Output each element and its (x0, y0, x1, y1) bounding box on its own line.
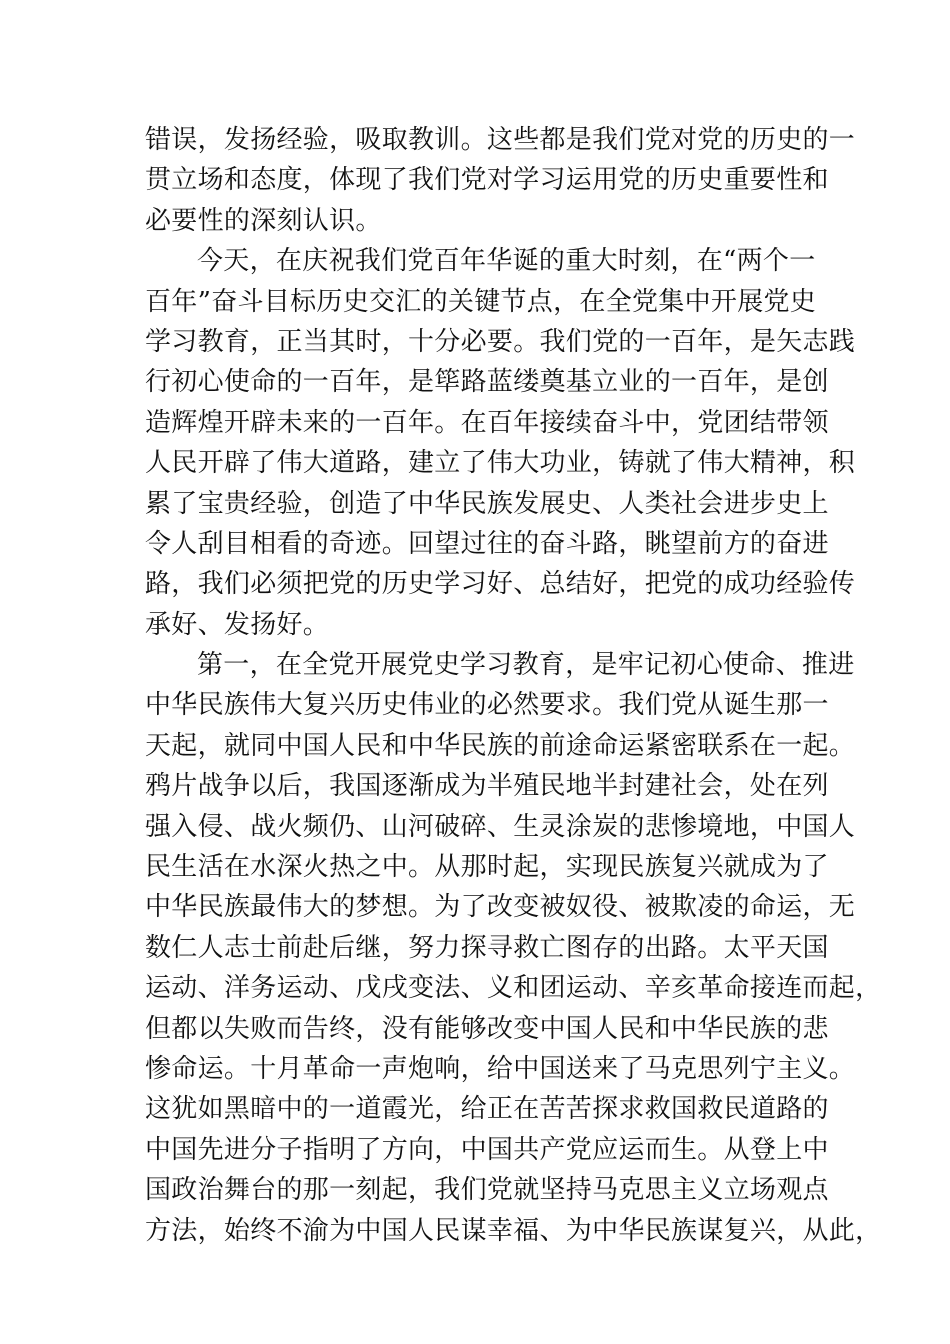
paragraph-2-line-4: 行初心使命的一百年，是筚路蓝缕奠基立业的一百年，是创 (145, 367, 829, 398)
paragraph-1-line-1: 错误，发扬经验，吸取教训。这些都是我们党对党的历史的一 (145, 125, 856, 155)
paragraph-3-line-5: 强入侵、战火频仍、山河破碎、生灵涂炭的悲惨境地，中国人 (145, 811, 856, 842)
paragraph-3-line-4: 鸦片战争以后，我国逐渐成为半殖民地半封建社会，处在列 (145, 771, 829, 802)
paragraph-3-line-6: 民生活在水深火热之中。从那时起，实现民族复兴就成为了 (145, 852, 829, 883)
paragraph-3-line-3: 天起，就同中国人民和中华民族的前途命运紧密联系在一起。 (145, 730, 856, 761)
paragraph-3-line-2: 中华民族伟大复兴历史伟业的必然要求。我们党从诞生那一 (145, 690, 829, 721)
paragraph-1-line-3: 必要性的深刻认识。 (145, 205, 382, 236)
paragraph-3-line-10: 但都以失败而告终，没有能够改变中国人民和中华民族的悲 (145, 1013, 829, 1044)
paragraph-2-line-9: 路，我们必须把党的历史学习好、总结好，把党的成功经验传 (145, 569, 856, 600)
paragraph-2-line-7: 累了宝贵经验，创造了中华民族发展史、人类社会进步史上 (145, 488, 829, 519)
document-body (145, 120, 882, 1251)
paragraph-2-line-8: 令人刮目相看的奇迹。回望过往的奋斗路，眺望前方的奋进 (145, 528, 829, 559)
paragraph-2-line-5: 造辉煌开辟未来的一百年。在百年接续奋斗中，党团结带领 (145, 407, 829, 438)
paragraph-2-line-1: 今天，在庆祝我们党百年华诞的重大时刻，在“两个一 (197, 246, 816, 277)
paragraph-3-line-8: 数仁人志士前赴后继，努力探寻救亡图存的出路。太平天国 (145, 932, 829, 963)
paragraph-2-line-6: 人民开辟了伟大道路，建立了伟大功业，铸就了伟大精神，积 (145, 448, 856, 479)
paragraph-3-line-15: 方法，始终不渝为中国人民谋幸福、为中华民族谋复兴，从此， (145, 1215, 882, 1246)
paragraph-3-line-13: 中国先进分子指明了方向，中国共产党应运而生。从登上中 (145, 1134, 829, 1165)
paragraph-3-line-14: 国政治舞台的那一刻起，我们党就坚持马克思主义立场观点 (145, 1175, 829, 1206)
paragraph-3-line-11: 惨命运。十月革命一声炮响，给中国送来了马克思列宁主义。 (145, 1053, 856, 1084)
paragraph-3-line-9: 运动、洋务运动、戊戌变法、义和团运动、辛亥革命接连而起， (145, 973, 882, 1004)
paragraph-1-line-2: 贯立场和态度，体现了我们党对学习运用党的历史重要性和 (145, 165, 829, 196)
paragraph-3-line-7: 中华民族最伟大的梦想。为了改变被奴役、被欺凌的命运，无 (145, 892, 856, 923)
paragraph-3-line-12: 这犹如黑暗中的一道霞光，给正在苦苦探求救国救民道路的 (145, 1094, 829, 1125)
paragraph-2-line-2: 百年”奋斗目标历史交汇的关键节点，在全党集中开展党史 (145, 286, 817, 317)
paragraph-3-line-1: 第一，在全党开展党史学习教育，是牢记初心使命、推进 (197, 650, 855, 681)
paragraph-2-line-3: 学习教育，正当其时，十分必要。我们党的一百年，是矢志践 (145, 326, 856, 357)
paragraph-2-line-10: 承好、发扬好。 (145, 609, 330, 640)
